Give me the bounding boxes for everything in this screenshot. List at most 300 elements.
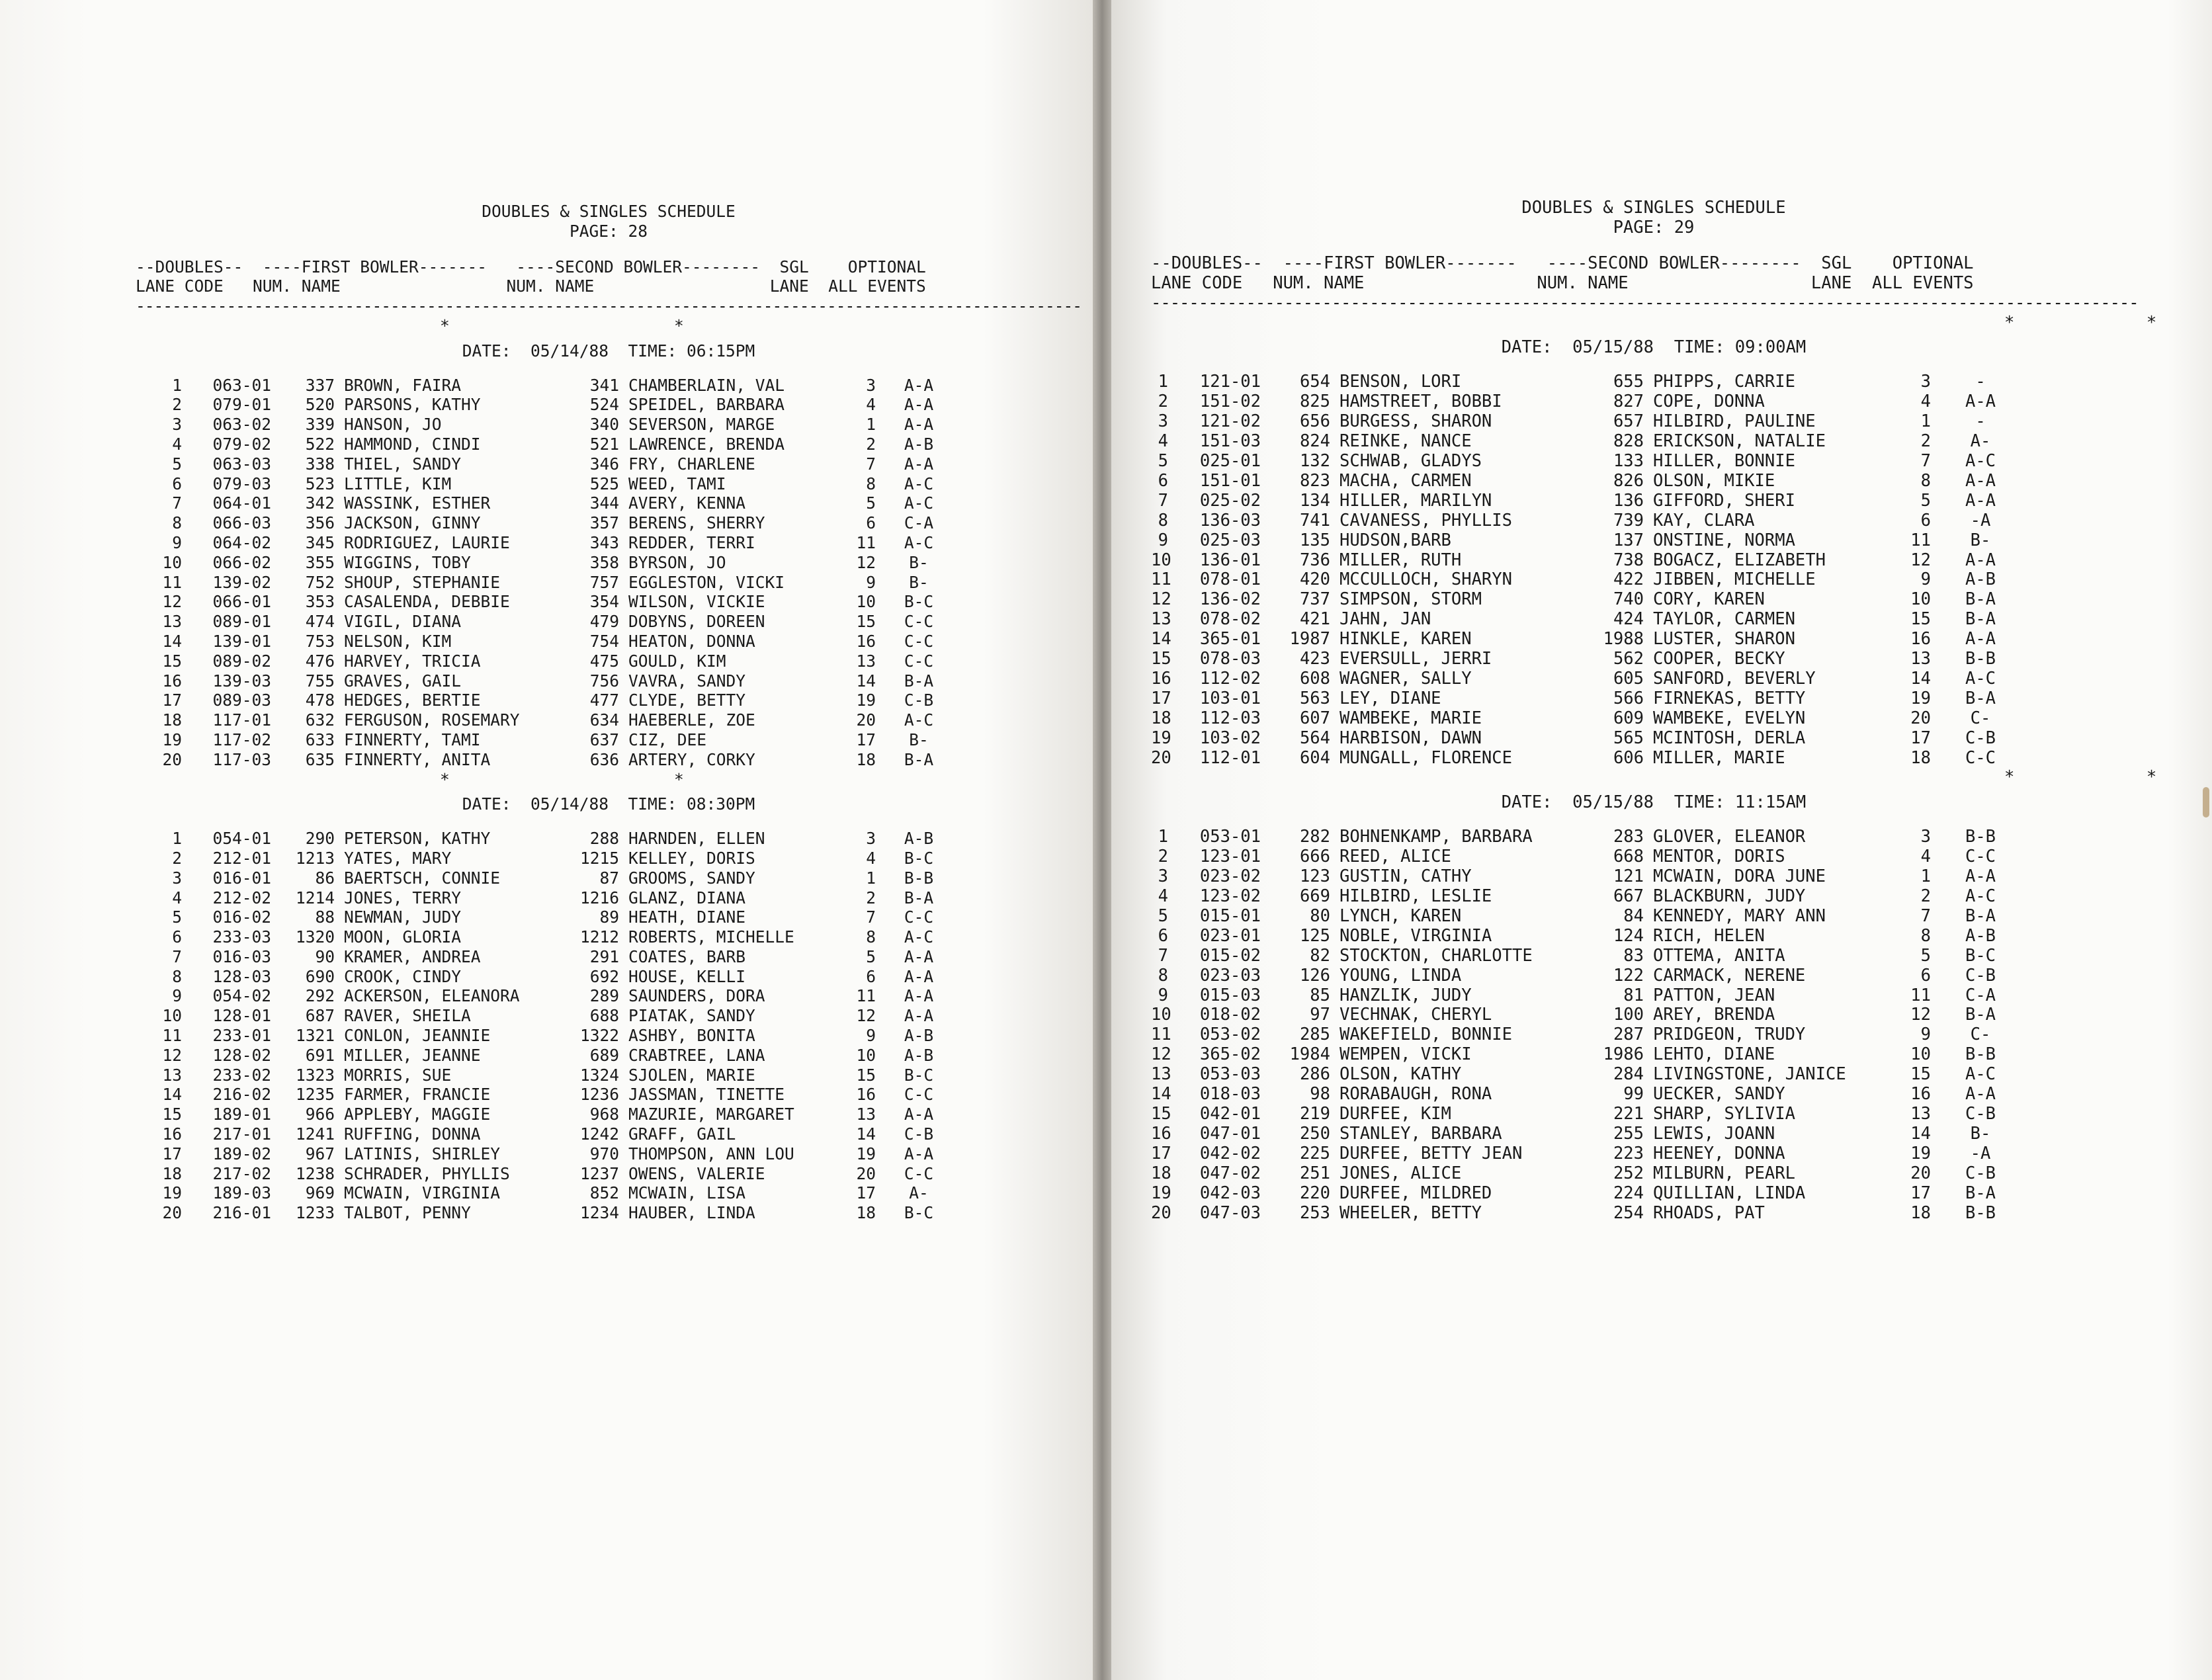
first-bowler-number: 219 [1299, 1103, 1330, 1124]
second-bowler-number: 121 [1613, 866, 1644, 887]
table-row [136, 691, 1082, 710]
first-bowler-name: HAMMOND, CINDI [344, 434, 481, 454]
doubles-code: 078-01 [1199, 569, 1261, 590]
singles-lane: 4 [1920, 847, 1931, 867]
singles-lane: 20 [1910, 1163, 1931, 1183]
lane-number: 2 [172, 395, 182, 415]
first-bowler-number: 1235 [295, 1085, 335, 1105]
second-bowler-number: 254 [1613, 1202, 1644, 1223]
second-bowler-name: HAUBER, LINDA [628, 1203, 755, 1223]
lane-number: 17 [162, 691, 182, 710]
lane-number: 3 [1158, 866, 1168, 887]
lane-number: 8 [1158, 510, 1168, 530]
second-bowler-name: GROOMS, SANDY [628, 868, 755, 888]
lane-number: 9 [1158, 530, 1168, 550]
first-bowler-number: 282 [1299, 827, 1330, 847]
table-row [136, 573, 1082, 593]
singles-lane: 3 [1920, 372, 1931, 392]
singles-lane: 11 [1910, 530, 1931, 550]
optional-all-events: A-C [1965, 450, 1996, 471]
doubles-code: 042-01 [1199, 1103, 1261, 1124]
first-bowler-number: 737 [1299, 589, 1330, 610]
second-bowler-number: 634 [589, 710, 619, 730]
optional-all-events: B- [909, 572, 929, 592]
second-bowler-number: 739 [1613, 510, 1644, 530]
second-bowler-number: 137 [1613, 530, 1644, 550]
second-bowler-name: ERICKSON, NATALIE [1653, 431, 1826, 452]
table-row [136, 907, 1082, 927]
singles-lane: 3 [866, 375, 876, 395]
first-bowler-number: 356 [305, 513, 335, 533]
singles-lane: 13 [856, 651, 876, 671]
doubles-code: 151-02 [1199, 392, 1261, 412]
lane-number: 9 [172, 532, 182, 552]
lane-number: 14 [1151, 1084, 1171, 1105]
header-stars: * * [2004, 312, 2157, 333]
singles-lane: 4 [866, 848, 876, 868]
second-bowler-number: 827 [1613, 392, 1644, 412]
singles-lane: 6 [866, 513, 876, 533]
doubles-code: 016-02 [212, 907, 271, 927]
lane-number: 13 [162, 1065, 182, 1085]
lane-number: 1 [1158, 372, 1168, 392]
second-bowler-number: 475 [589, 651, 619, 671]
optional-all-events: C-A [1965, 985, 1996, 1005]
lane-number: 6 [1158, 925, 1168, 946]
optional-all-events: A-A [904, 986, 934, 1006]
first-bowler-name: OLSON, KATHY [1340, 1064, 1462, 1085]
second-bowler-name: WEED, TAMI [628, 474, 726, 493]
first-bowler-name: PETERSON, KATHY [344, 829, 491, 849]
second-bowler-name: HEATH, DIANE [628, 907, 746, 927]
table-row [136, 1046, 1082, 1066]
singles-lane: 3 [1920, 827, 1931, 847]
lane-number: 15 [162, 651, 182, 671]
first-bowler-name: MOON, GLORIA [344, 927, 462, 947]
second-bowler-number: 122 [1613, 965, 1644, 986]
lane-number: 19 [162, 730, 182, 749]
second-bowler-name: DOBYNS, DOREEN [628, 612, 765, 632]
optional-all-events: A-A [1965, 550, 1996, 570]
doubles-code: 023-01 [1199, 925, 1261, 946]
first-bowler-name: VIGIL, DIANA [344, 612, 462, 632]
second-bowler-name: ROBERTS, MICHELLE [628, 927, 794, 947]
table-row [136, 533, 1082, 553]
first-bowler-name: MORRIS, SUE [344, 1065, 452, 1085]
first-bowler-number: 608 [1299, 668, 1330, 689]
first-bowler-name: MILLER, RUTH [1340, 550, 1462, 570]
first-bowler-number: 969 [305, 1183, 335, 1203]
doubles-code: 123-01 [1199, 847, 1261, 867]
optional-all-events: A- [909, 1183, 929, 1203]
second-bowler-name: GRAFF, GAIL [628, 1124, 736, 1144]
optional-all-events: B- [909, 552, 929, 572]
first-bowler-number: 1984 [1289, 1044, 1330, 1065]
second-bowler-number: 284 [1613, 1064, 1644, 1085]
second-bowler-name: MILLER, MARIE [1653, 747, 1785, 768]
first-bowler-name: HARBISON, DAWN [1340, 728, 1482, 748]
doubles-code: 018-03 [1199, 1084, 1261, 1105]
section-stars: * * [2004, 767, 2157, 788]
first-bowler-name: CAVANESS, PHYLLIS [1340, 510, 1512, 530]
second-bowler-name: HILBIRD, PAULINE [1653, 411, 1816, 432]
lane-number: 16 [1151, 1123, 1171, 1144]
first-bowler-number: 90 [315, 946, 335, 966]
singles-lane: 2 [1920, 431, 1931, 452]
table-row [1151, 689, 2156, 709]
singles-lane: 11 [856, 986, 876, 1006]
second-bowler-number: 738 [1613, 550, 1644, 570]
second-bowler-number: 422 [1613, 569, 1644, 590]
optional-all-events: A-A [904, 1105, 934, 1124]
optional-all-events: A-A [904, 966, 934, 986]
singles-lane: 16 [856, 631, 876, 651]
second-bowler-number: 1988 [1603, 629, 1644, 650]
second-bowler-number: 358 [589, 552, 619, 572]
second-bowler-name: COOPER, BECKY [1653, 649, 1785, 669]
doubles-code: 233-02 [212, 1065, 271, 1085]
first-bowler-name: HILLER, MARILYN [1340, 490, 1492, 511]
first-bowler-name: LATINIS, SHIRLEY [344, 1144, 501, 1163]
second-bowler-number: 477 [589, 691, 619, 710]
lane-number: 8 [1158, 965, 1168, 986]
first-bowler-name: SCHWAB, GLADYS [1340, 450, 1482, 471]
table-row [1151, 1164, 2156, 1184]
second-bowler-name: WILSON, VICKIE [628, 592, 765, 612]
lane-number: 9 [1158, 985, 1168, 1005]
right-sections [1151, 338, 2156, 1223]
singles-lane: 2 [866, 888, 876, 907]
first-bowler-name: WEMPEN, VICKI [1340, 1044, 1472, 1065]
doubles-code: 053-01 [1199, 827, 1261, 847]
doubles-code: 212-02 [212, 888, 271, 907]
second-bowler-number: 346 [589, 454, 619, 474]
second-bowler-name: BLACKBURN, JUDY [1653, 886, 1806, 906]
doubles-code: 112-01 [1199, 747, 1261, 768]
table-row [1151, 709, 2156, 729]
optional-all-events: C- [1970, 708, 1991, 728]
second-bowler-number: 566 [1613, 688, 1644, 708]
optional-all-events: B-A [904, 888, 934, 907]
optional-all-events: B-A [904, 749, 934, 769]
doubles-code: 117-01 [212, 710, 271, 730]
second-bowler-name: REDDER, TERRI [628, 532, 755, 552]
column-header-line-1: --DOUBLES-- ----FIRST BOWLER------- ----SECOND BOWLER-------- SGL OPTIONAL [1151, 253, 1974, 273]
first-bowler-name: CASALENDA, DEBBIE [344, 592, 510, 612]
second-bowler-number: 283 [1613, 827, 1644, 847]
doubles-code: 053-03 [1199, 1064, 1261, 1085]
second-bowler-name: HOUSE, KELLI [628, 966, 746, 986]
doubles-code: 063-02 [212, 415, 271, 435]
singles-lane: 15 [1910, 609, 1931, 630]
second-bowler-name: PHIPPS, CARRIE [1653, 372, 1795, 392]
singles-lane: 18 [856, 1203, 876, 1223]
second-bowler-name: PRIDGEON, TRUDY [1653, 1025, 1806, 1045]
table-row [1151, 887, 2156, 907]
first-bowler-number: 1238 [295, 1163, 335, 1183]
second-bowler-name: COATES, BARB [628, 946, 746, 966]
first-bowler-number: 966 [305, 1105, 335, 1124]
singles-lane: 6 [866, 966, 876, 986]
first-bowler-number: 337 [305, 375, 335, 395]
doubles-code: 365-02 [1199, 1044, 1261, 1065]
first-bowler-number: 1233 [295, 1203, 335, 1223]
second-bowler-name: CARMACK, NERENE [1653, 965, 1806, 986]
left-page [0, 0, 1093, 1680]
optional-all-events: A-C [1965, 886, 1996, 906]
second-bowler-number: 1215 [579, 848, 619, 868]
singles-lane: 4 [866, 395, 876, 415]
table-row [1151, 452, 2156, 472]
lane-number: 12 [162, 592, 182, 612]
lane-number: 6 [172, 474, 182, 493]
lane-number: 15 [1151, 649, 1171, 669]
second-bowler-number: 525 [589, 474, 619, 493]
table-row [1151, 491, 2156, 511]
singles-lane: 4 [1920, 392, 1931, 412]
lane-number: 4 [172, 888, 182, 907]
first-bowler-number: 251 [1299, 1163, 1330, 1183]
second-bowler-name: HAEBERLE, ZOE [628, 710, 755, 730]
second-bowler-name: VAVRA, SANDY [628, 671, 746, 691]
second-bowler-name: HEATON, DONNA [628, 631, 755, 651]
first-bowler-name: WIGGINS, TOBY [344, 552, 471, 572]
singles-lane: 9 [1920, 1025, 1931, 1045]
lane-number: 1 [172, 829, 182, 849]
singles-lane: 18 [1910, 747, 1931, 768]
first-bowler-number: 286 [1299, 1064, 1330, 1085]
singles-lane: 15 [856, 1065, 876, 1085]
second-bowler-number: 354 [589, 592, 619, 612]
table-row [1151, 570, 2156, 590]
lane-number: 14 [162, 631, 182, 651]
table-row [136, 1203, 1082, 1223]
optional-all-events: B-C [904, 848, 934, 868]
optional-all-events: A-C [904, 927, 934, 947]
singles-lane: 8 [866, 927, 876, 947]
first-bowler-name: RUFFING, DONNA [344, 1124, 481, 1144]
first-bowler-name: BURGESS, SHARON [1340, 411, 1492, 432]
first-bowler-name: LITTLE, KIM [344, 474, 452, 493]
first-bowler-number: 654 [1299, 372, 1330, 392]
lane-number: 10 [162, 1006, 182, 1026]
doubles-code: 066-02 [212, 552, 271, 572]
second-bowler-number: 224 [1613, 1183, 1644, 1203]
doubles-code: 151-03 [1199, 431, 1261, 452]
second-bowler-number: 1242 [579, 1124, 619, 1144]
second-bowler-name: SANFORD, BEVERLY [1653, 668, 1816, 689]
lane-number: 13 [162, 612, 182, 632]
second-bowler-name: TAYLOR, CARMEN [1653, 609, 1795, 630]
second-bowler-name: GIFFORD, SHERI [1653, 490, 1795, 511]
first-bowler-number: 823 [1299, 470, 1330, 491]
singles-lane: 10 [1910, 589, 1931, 610]
doubles-code: 136-01 [1199, 550, 1261, 570]
first-bowler-number: 253 [1299, 1202, 1330, 1223]
first-bowler-number: 123 [1299, 866, 1330, 887]
second-bowler-name: LAWRENCE, BRENDA [628, 434, 785, 454]
table-row [136, 513, 1082, 533]
singles-lane: 14 [856, 1124, 876, 1144]
singles-lane: 7 [1920, 450, 1931, 471]
doubles-code: 054-01 [212, 829, 271, 849]
second-bowler-name: CHAMBERLAIN, VAL [628, 375, 785, 395]
second-bowler-number: 1986 [1603, 1044, 1644, 1065]
first-bowler-name: WAKEFIELD, BONNIE [1340, 1025, 1512, 1045]
doubles-code: 117-02 [212, 730, 271, 749]
second-bowler-number: 667 [1613, 886, 1644, 906]
optional-all-events: - [1975, 411, 1986, 432]
table-row [1151, 412, 2156, 432]
lane-number: 17 [1151, 1143, 1171, 1163]
doubles-code: 121-02 [1199, 411, 1261, 432]
lane-number: 19 [162, 1183, 182, 1203]
second-bowler-number: 524 [589, 395, 619, 415]
second-bowler-number: 341 [589, 375, 619, 395]
optional-all-events: A-B [1965, 569, 1996, 590]
second-bowler-name: RHOADS, PAT [1653, 1202, 1765, 1223]
optional-all-events: A-A [1965, 470, 1996, 491]
first-bowler-number: 285 [1299, 1025, 1330, 1045]
optional-all-events: C-C [1965, 847, 1996, 867]
second-bowler-number: 606 [1613, 747, 1644, 768]
optional-all-events: B-B [1965, 827, 1996, 847]
lane-number: 4 [1158, 431, 1168, 452]
doubles-code: 103-01 [1199, 688, 1261, 708]
first-bowler-name: THIEL, SANDY [344, 454, 462, 474]
doubles-code: 139-03 [212, 671, 271, 691]
lane-number: 2 [1158, 847, 1168, 867]
second-bowler-number: 754 [589, 631, 619, 651]
second-bowler-number: 828 [1613, 431, 1644, 452]
doubles-code: 066-03 [212, 513, 271, 533]
singles-lane: 6 [1920, 510, 1931, 530]
first-bowler-number: 339 [305, 415, 335, 435]
first-bowler-name: MCWAIN, VIRGINIA [344, 1183, 501, 1203]
second-bowler-number: 287 [1613, 1025, 1644, 1045]
table-row [136, 750, 1082, 770]
second-bowler-name: AREY, BRENDA [1653, 1005, 1775, 1025]
second-bowler-number: 668 [1613, 847, 1644, 867]
lane-number: 13 [1151, 609, 1171, 630]
first-bowler-name: JACKSON, GINNY [344, 513, 481, 533]
second-bowler-number: 83 [1623, 945, 1644, 966]
optional-all-events: A-C [904, 532, 934, 552]
first-bowler-number: 666 [1299, 847, 1330, 867]
doubles-code: 063-01 [212, 375, 271, 395]
singles-lane: 2 [866, 434, 876, 454]
lane-number: 15 [162, 1105, 182, 1124]
table-row [1151, 531, 2156, 551]
optional-all-events: B- [1970, 530, 1991, 550]
first-bowler-name: HINKLE, KAREN [1340, 629, 1472, 650]
second-bowler-name: OLSON, MIKIE [1653, 470, 1775, 491]
lane-number: 5 [1158, 450, 1168, 471]
first-bowler-name: JONES, ALICE [1340, 1163, 1462, 1183]
singles-lane: 16 [856, 1085, 876, 1105]
first-bowler-number: 691 [305, 1045, 335, 1065]
second-bowler-number: 255 [1613, 1123, 1644, 1144]
singles-lane: 16 [1910, 1084, 1931, 1105]
optional-all-events: C-C [904, 631, 934, 651]
header-rule: -------------------------------------------------------------------------------------------------------- [1151, 293, 2139, 313]
first-bowler-number: 355 [305, 552, 335, 572]
optional-all-events: B-A [1965, 1183, 1996, 1203]
first-bowler-name: BROWN, FAIRA [344, 375, 462, 395]
second-bowler-name: KAY, CLARA [1653, 510, 1755, 530]
second-bowler-name: OTTEMA, ANITA [1653, 945, 1785, 966]
lane-number: 20 [162, 1203, 182, 1223]
lane-number: 15 [1151, 1103, 1171, 1124]
singles-lane: 20 [1910, 708, 1931, 728]
optional-all-events: C-C [904, 907, 934, 927]
first-bowler-name: SHOUP, STEPHANIE [344, 572, 501, 592]
first-bowler-name: BENSON, LORI [1340, 372, 1462, 392]
first-bowler-name: HANZLIK, JUDY [1340, 985, 1472, 1005]
second-bowler-number: 521 [589, 434, 619, 454]
first-bowler-number: 967 [305, 1144, 335, 1163]
second-bowler-name: MCWAIN, DORA JUNE [1653, 866, 1826, 887]
lane-number: 19 [1151, 728, 1171, 748]
left-page-content [136, 202, 1082, 1223]
table-row [1151, 392, 2156, 412]
session-date-time: DATE: 05/14/88 TIME: 06:15PM [462, 341, 755, 360]
singles-lane: 19 [1910, 688, 1931, 708]
first-bowler-name: DURFEE, MILDRED [1340, 1183, 1492, 1203]
optional-all-events: A-C [904, 710, 934, 730]
first-bowler-name: NEWMAN, JUDY [344, 907, 462, 927]
singles-lane: 14 [1910, 1123, 1931, 1144]
optional-all-events: A-A [1965, 629, 1996, 650]
doubles-code: 089-01 [212, 612, 271, 632]
doubles-code: 053-02 [1199, 1025, 1261, 1045]
first-bowler-name: NOBLE, VIRGINIA [1340, 925, 1492, 946]
table-row [136, 1085, 1082, 1105]
optional-all-events: C-A [904, 513, 934, 533]
first-bowler-name: HANSON, JO [344, 415, 442, 435]
lane-number: 12 [1151, 1044, 1171, 1065]
doubles-code: 151-01 [1199, 470, 1261, 491]
doubles-code: 128-01 [212, 1006, 271, 1026]
second-bowler-number: 87 [599, 868, 619, 888]
lane-number: 16 [1151, 668, 1171, 689]
singles-lane: 15 [1910, 1064, 1931, 1085]
second-bowler-number: 89 [599, 907, 619, 927]
singles-lane: 1 [866, 868, 876, 888]
optional-all-events: A-A [1965, 866, 1996, 887]
optional-all-events: A-A [904, 395, 934, 415]
second-bowler-name: SPEIDEL, BARBARA [628, 395, 785, 415]
first-bowler-number: 80 [1310, 905, 1330, 926]
singles-lane: 18 [1910, 1202, 1931, 1223]
optional-all-events: C-B [1965, 728, 1996, 748]
second-bowler-number: 655 [1613, 372, 1644, 392]
optional-all-events: A-A [1965, 1084, 1996, 1105]
singles-lane: 17 [856, 1183, 876, 1203]
optional-all-events: C-C [904, 651, 934, 671]
second-bowler-number: 1216 [579, 888, 619, 907]
doubles-code: 047-03 [1199, 1202, 1261, 1223]
lane-number: 18 [162, 1163, 182, 1183]
first-bowler-name: HAMSTREET, BOBBI [1340, 392, 1502, 412]
optional-all-events: B-C [904, 1203, 934, 1223]
singles-lane: 5 [1920, 945, 1931, 966]
table-row [136, 651, 1082, 671]
second-bowler-name: THOMPSON, ANN LOU [628, 1144, 794, 1163]
doubles-code: 117-03 [212, 749, 271, 769]
second-bowler-number: 479 [589, 612, 619, 632]
doubles-code: 089-03 [212, 691, 271, 710]
